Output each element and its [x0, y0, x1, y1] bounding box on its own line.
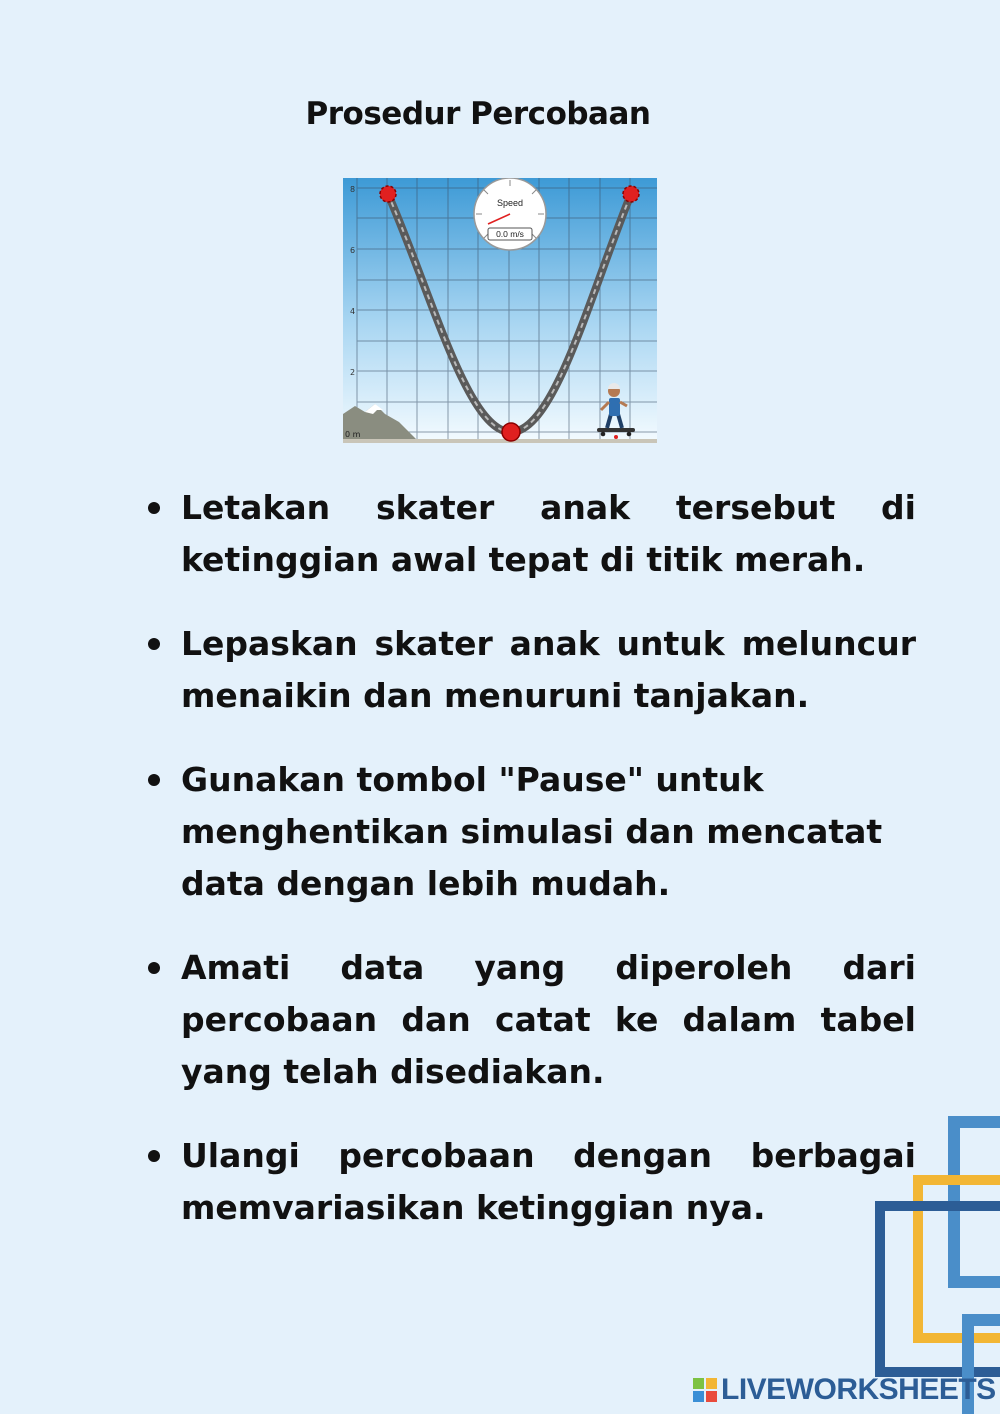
liveworksheets-wordmark: LIVEWORKSHEETS: [721, 1373, 996, 1406]
ground: [343, 439, 657, 443]
speed-readout: 0.0 m/s: [496, 229, 524, 239]
axis-tick-4: 4: [350, 307, 356, 316]
axis-tick-6: 6: [350, 246, 356, 255]
axis-tick-8: 8: [350, 185, 356, 194]
liveworksheets-brand[interactable]: [693, 1373, 996, 1407]
control-point-bottom[interactable]: [502, 423, 520, 441]
procedure-step: Letakan skater anak tersebut di ketinggian awal tepat di titik merah.: [181, 482, 916, 586]
axis-tick-2: 2: [350, 368, 356, 377]
simulation-canvas: [343, 178, 657, 443]
speedometer: [474, 178, 546, 250]
axis-tick-0m: 0 m: [345, 430, 361, 439]
control-point-right[interactable]: [623, 186, 639, 202]
procedure-step: Lepaskan skater anak untuk meluncur menaikin dan menuruni tanjakan.: [181, 618, 916, 722]
page-title: Prosedur Percobaan: [305, 96, 651, 132]
procedure-steps: [0, 482, 1000, 1234]
procedure-step: Ulangi percobaan dengan berbagai memvariasikan ketinggian nya.: [181, 1130, 916, 1234]
corner-decoration: [870, 1110, 1000, 1414]
procedure-step: Gunakan tombol "Pause" untuk menghentikan simulasi dan mencatat data dengan lebih mudah.: [181, 754, 916, 910]
speedometer-label: Speed: [496, 198, 524, 208]
control-point-left[interactable]: [380, 186, 396, 202]
liveworksheets-logo-icon: [693, 1378, 717, 1402]
procedure-step: Amati data yang diperoleh dari percobaan dan catat ke dalam tabel yang telah disediakan.: [181, 942, 916, 1098]
skate-park-simulation[interactable]: [343, 178, 657, 443]
